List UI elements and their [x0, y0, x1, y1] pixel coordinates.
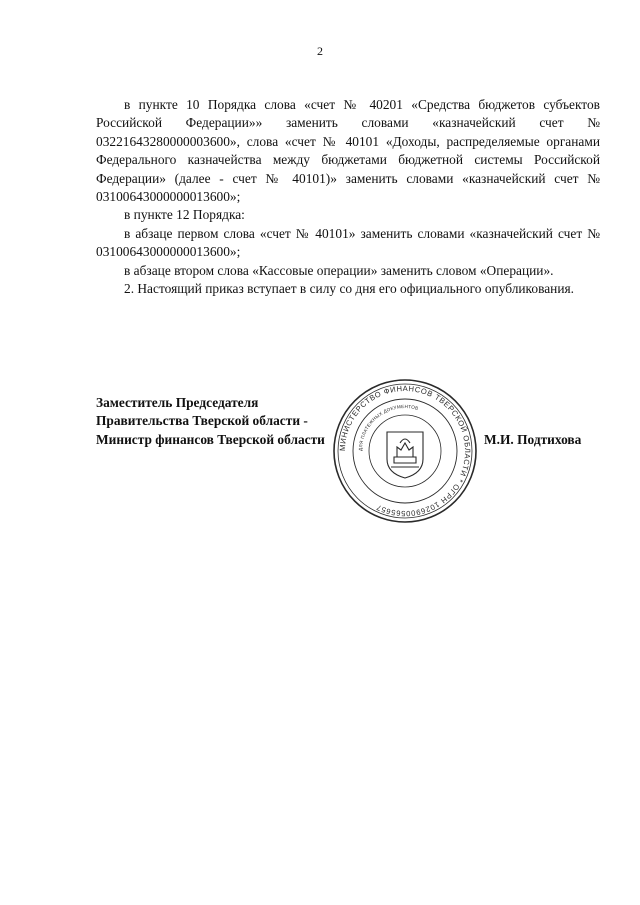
body-paragraph-4: в абзаце втором слова «Кассовые операции» заменить словом «Операции».: [124, 262, 554, 278]
body-paragraph-2: в пункте 12 Порядка:: [124, 207, 245, 223]
body-paragraph-5: 2. Настоящий приказ вступает в силу со дня его официального опубликования.: [124, 281, 574, 297]
seal-ring-4: [369, 415, 441, 487]
seal-outer-ring: [334, 380, 476, 522]
seal-inner-text: ДЛЯ ПЛАТЕЖНЫХ ДОКУМЕНТОВ: [357, 403, 420, 452]
signatory-title-line-1: Заместитель Председателя: [96, 395, 259, 410]
body-paragraph-1: в пункте 10 Порядка слова «счет № 40201 «Средства бюджетов субъектов Российской Федерации»» заменить словами «казначейский счет № 03221643280000003600», слова «счет № 40101 «Доходы, распределяемые органами Федерального казначейства между бюджетами бюджетной системы Российской Федерации» (далее - счет № 40101)» заменить словами «казначейский счет № 03100643000000013600»;: [96, 97, 600, 205]
signatory-title: [96, 394, 366, 449]
signatory-title-line-2: Правительства Тверской области -: [96, 413, 308, 429]
signatory-title-line-3: Министр финансов Тверской области: [96, 431, 325, 447]
document-body: [96, 96, 600, 298]
coat-of-arms-icon: [387, 432, 423, 478]
page-number: 2: [317, 44, 323, 58]
signatory-name: М.И. Подтихова: [484, 432, 582, 447]
body-paragraph-3: в абзаце первом слова «счет № 40101» заменить словами «казначейский счет № 03100643000000013600»;: [96, 225, 600, 260]
official-seal: [331, 377, 479, 525]
seal-outer-text: МИНИСТЕРСТВО ФИНАНСОВ ТВЕРСКОЙ ОБЛАСТИ * ОГРН 1026900565657: [337, 383, 473, 519]
